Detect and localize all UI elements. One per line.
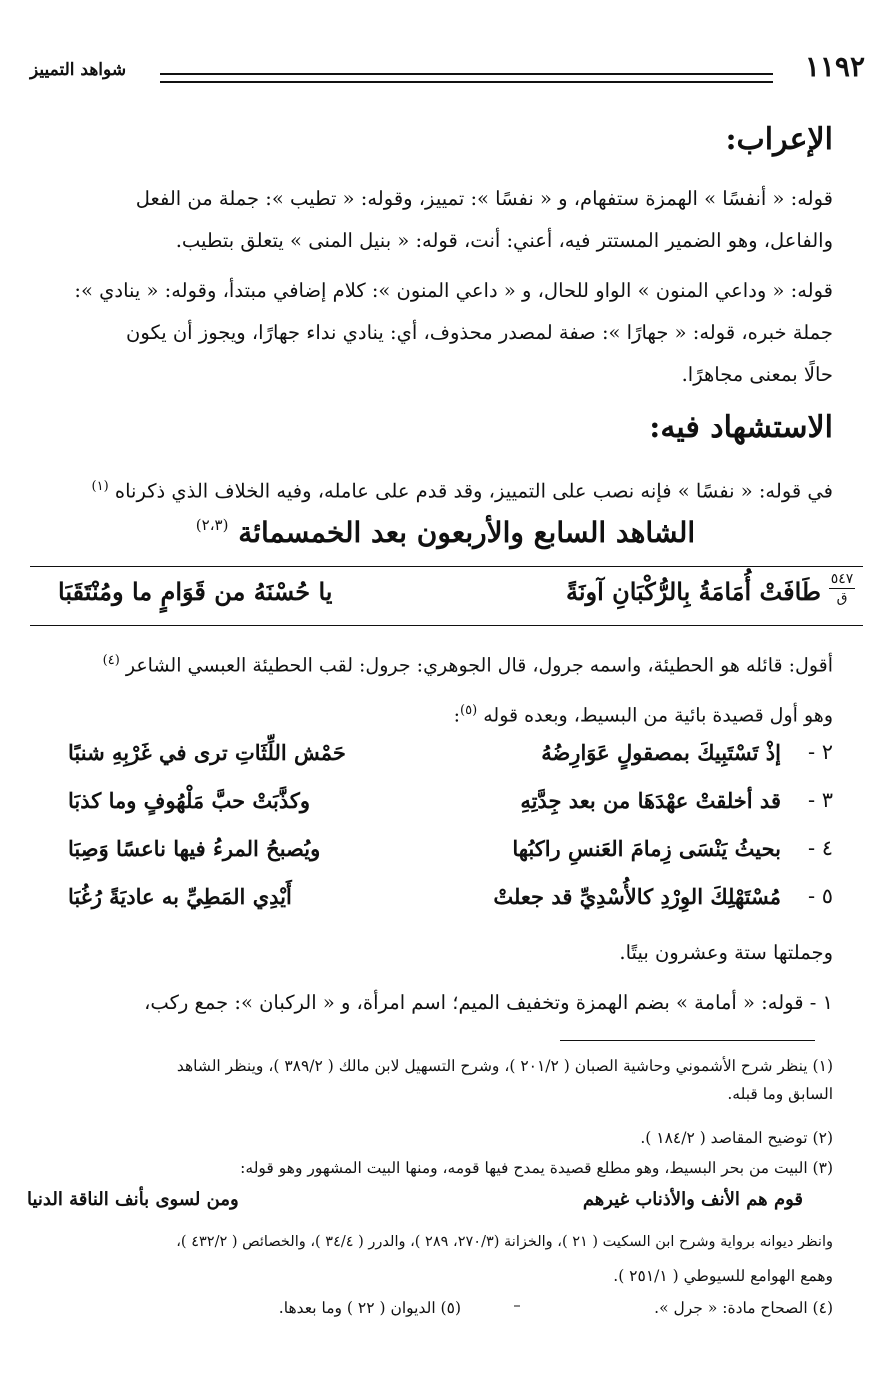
poem-verse xyxy=(28,788,833,836)
footnote-4: (٤) الصحاح مادة: « جرل ». xyxy=(654,1299,833,1317)
footnote-line: السابق وما قبله. xyxy=(727,1085,833,1103)
aqul-text-2: وهو أول قصيدة بائية من البسيط، وبعده قوله xyxy=(483,704,833,727)
irab-heading: الإعراب: xyxy=(725,122,833,157)
aqul-line-2: وهو أول قصيدة بائية من البسيط، وبعده قوله $^{(٥)}$: xyxy=(453,703,833,727)
shahid-number-top: ٥٤٧ xyxy=(830,571,854,587)
shahid-title xyxy=(0,516,891,549)
shahid-number xyxy=(829,571,855,606)
footnote-3-refs-2: وهمع الهوامع للسيوطي ( ٢٥١/١ ). xyxy=(613,1267,833,1285)
running-head: شواهد التمييز xyxy=(30,60,127,80)
verse-hemistich-1: بحيثُ يَنْسَى زِمامَ العَنسِ راكبُها xyxy=(512,836,781,861)
shahid-number-bottom: ق xyxy=(836,590,848,606)
verse-hemistich-1: قد أخلقتْ عهْدَهَا من بعد جِدَّتِهِ xyxy=(520,788,781,813)
verse-number: ٢ - xyxy=(807,740,833,764)
poem-verse xyxy=(28,836,833,884)
istishhad-sentence: في قوله: « نفسًا » فإنه نصب على التمييز، وقد قدم على عامله، وفيه الخلاف الذي ذكرناه xyxy=(114,479,833,503)
commentary-line-1: ١ - قوله: « أمامة » بضم الهمزة وتخفيف الميم؛ اسم امرأة، و « الركبان »: جمع ركب، xyxy=(144,991,833,1014)
footnote-2: (٢) توضيح المقاصد ( ١٨٤/٢ ). xyxy=(640,1129,833,1147)
verse-number: ٣ - xyxy=(807,788,833,812)
aqul-line-1 xyxy=(43,640,833,686)
poem-verse xyxy=(28,740,833,788)
footnote-1 xyxy=(3,1052,833,1108)
shahid-hemistich-1: طَافَتْ أُمَامَةُ بِالرُّكْبَانِ آونَةً xyxy=(565,577,821,606)
text-line: والفاعل، وهو الضمير المستتر فيه، أعني: أنت، قوله: « بنيل المنى » يتعلق بتطيب. xyxy=(175,229,833,252)
text-line: حالًا بمعنى مجاهرًا. xyxy=(681,363,833,386)
fn-verse-hemistich-2: ومن لسوى بأنف الناقة الدنيا xyxy=(27,1189,239,1210)
footnote-3: (٣) البيت من بحر البسيط، وهو مطلع قصيدة يمدح فيها قومه، ومنها البيت المشهور وهو قوله: xyxy=(240,1159,833,1177)
footnote-separator xyxy=(560,1040,815,1041)
shahid-title-ref: (٢،٣) xyxy=(195,516,229,534)
footnote-ref: (٥) xyxy=(460,703,478,718)
verse-hemistich-2: ويُصبحُ المرءُ فيها ناعسًا وَصِبَا xyxy=(68,836,321,861)
footnote-5: (٥) الديوان ( ٢٢ ) وما بعدها. xyxy=(278,1299,461,1317)
page-number: ١١٩٢ xyxy=(804,50,865,83)
verse-number: ٥ - xyxy=(807,884,833,908)
verse-number: ٤ - xyxy=(807,836,833,860)
irab-paragraph-2 xyxy=(43,270,833,396)
fraction-bar xyxy=(829,588,855,589)
header-double-rule xyxy=(160,73,773,83)
verse-hemistich-2: وكذَّبَتْ حبَّ مَلْهُوفٍ وما كذبَا xyxy=(68,788,311,813)
istishhad-heading: الاستشهاد فيه: xyxy=(649,410,833,445)
verse-hemistich-2: حَمْش اللِّثَاتِ ترى في غَرْبِهِ شنبًا xyxy=(68,740,346,765)
scan-speck xyxy=(514,1305,520,1307)
footnote-ref: (١) xyxy=(91,479,109,494)
page-header xyxy=(30,48,865,92)
verse-hemistich-2: أَيْدِي المَطِيِّ به عاديَةً رُغُبَا xyxy=(68,884,292,909)
footnote-3-refs: وانظر ديوانه برواية وشرح ابن السكيت ( ٢١ )، والخزانة (٢٧٠/٣، ٢٨٩ )، والدرر ( ٣٤/٤ )، والخصائص ( ٤٣٢/٢ )، xyxy=(176,1234,833,1250)
shahid-hemistich-2: يا حُسْنَهُ من قَوَامٍ ما ومُنْتَقَبَا xyxy=(58,577,333,606)
poem-count-note: وجملتها ستة وعشرون بيتًا. xyxy=(619,941,833,964)
fn-verse-hemistich-1: قوم هم الأنف والأذناب غيرهم xyxy=(582,1189,803,1210)
shahid-title-text: الشاهد السابع والأربعون بعد الخمسمائة xyxy=(238,516,696,549)
istishhad-text xyxy=(43,466,833,513)
aqul-text: أقول: قائله هو الحطيئة، واسمه جرول، قال الجوهري: جرول: لقب الحطيئة العبسي الشاعر xyxy=(125,654,833,677)
shahid-verse-box xyxy=(30,566,863,626)
verse-hemistich-1: مُسْتَهْلِكَ الوِرْدِ كالأُسْدِيِّ قد جعلتْ xyxy=(493,884,781,909)
text-line: جملة خبره، قوله: « جهارًا »: صفة لمصدر محذوف، أي: ينادي نداء جهارًا، ويجوز أن يكون xyxy=(126,321,833,344)
footnote-4-5 xyxy=(3,1294,833,1322)
poem-verse xyxy=(28,884,833,932)
text-line: قوله: « وداعي المنون » الواو للحال، و « داعي المنون »: كلام إضافي مبتدأ، وقوله: « ينادي »: xyxy=(74,279,833,302)
irab-paragraph-1 xyxy=(43,178,833,262)
verse-hemistich-1: إذْ تَسْتَبِيكَ بمصقولٍ عَوَارِضُهُ xyxy=(541,740,781,765)
text-line: قوله: « أنفسًا » الهمزة ستفهام، و « نفسًا »: تمييز، وقوله: « تطيب »: جملة من الفعل xyxy=(135,187,833,210)
footnote-ref: (٤) xyxy=(102,653,120,668)
footnote-line: (١) ينظر شرح الأشموني وحاشية الصبان ( ٢٠١/٢ )، وشرح التسهيل لابن مالك ( ٣٨٩/٢ )، وينظر الشاهد xyxy=(176,1057,833,1075)
